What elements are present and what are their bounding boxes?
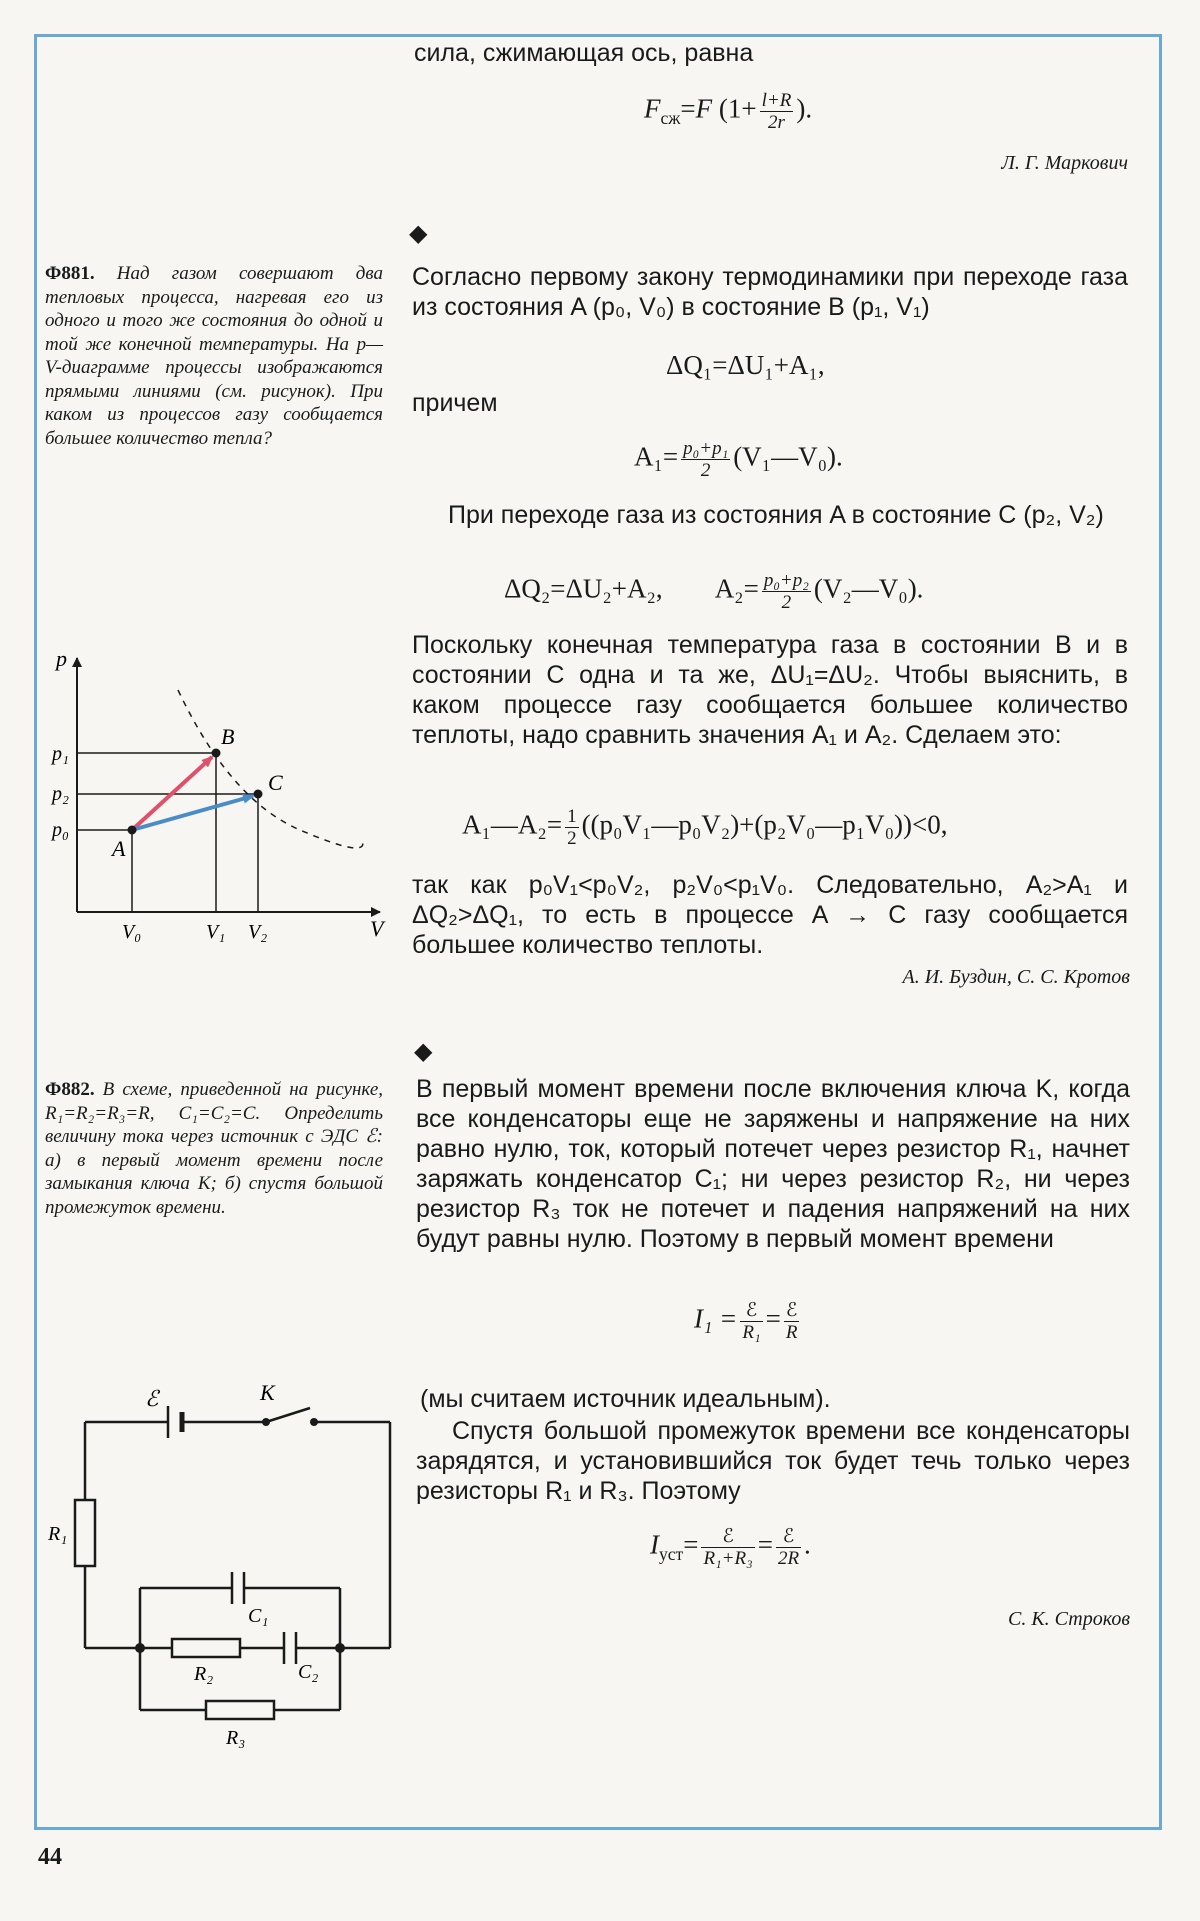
r3-label: R₃ — [226, 1727, 246, 1749]
formula-subscript: сж — [660, 108, 681, 129]
formula-part: A₁—A₂= — [462, 809, 563, 840]
p881-para4: так как p₀V₁<p₀V₂, p₂V₀<p₁V₀. Следовательно, A₂>A₁ и ΔQ₂>ΔQ₁, то есть в процессе A → C газу сообщается большее количество теплоты. — [412, 871, 1128, 959]
point-c — [254, 790, 263, 799]
switch-lever — [266, 1408, 310, 1422]
fraction-num: ℰ — [784, 1300, 800, 1322]
formula-part: A₁= — [634, 441, 679, 472]
formula-part: = — [683, 1529, 699, 1560]
author-strokov: С. К. Строков — [1008, 1608, 1130, 1630]
formula-part: ΔQ₂=ΔU₂+A₂, — [504, 573, 663, 604]
fraction-den: 2 — [781, 592, 792, 613]
point-b-label: B — [221, 724, 235, 749]
fraction-den: R₁+R₃ — [703, 1548, 753, 1569]
fraction — [762, 570, 811, 613]
fraction — [740, 1300, 762, 1343]
fraction — [681, 438, 730, 481]
p-axis-label: p — [56, 646, 67, 671]
problem-label: Ф882. — [45, 1079, 95, 1100]
formula-eq: = — [680, 93, 696, 124]
formula-subscript: уст — [659, 1544, 684, 1565]
p881-para3: Поскольку конечная температура газа в состоянии B и в состоянии C одна и та же, ΔU₁=ΔU₂. Чтобы выяснить, в каком процессе газу сообщается большее количество теплоты, надо сравнить значения A₁ и A₂. Сделаем это: — [412, 631, 1128, 749]
resistor-r1 — [75, 1500, 95, 1566]
p882-para3: Спустя большой промежуток времени все конденсаторы зарядятся, и установившийся ток будет течь только через резисторы R₁ и R₃. Поэтому — [416, 1417, 1130, 1505]
p881-formula1: ΔQ₁=ΔU₁+A₁, — [666, 350, 825, 380]
point-a-label: A — [112, 836, 126, 861]
point-c-label: C — [268, 770, 283, 795]
p881-prichem: причем — [412, 389, 498, 417]
fraction — [776, 1526, 801, 1569]
section-diamond: ◆ — [409, 221, 428, 247]
emf-label: ℰ — [145, 1386, 159, 1411]
formula-part: . — [804, 1529, 811, 1560]
p881-formula3 — [504, 570, 923, 613]
p2-label: p₂ — [52, 783, 69, 805]
switch-contact — [262, 1418, 270, 1426]
v1-label: V₁ — [206, 921, 226, 943]
p0-label: p₀ — [52, 819, 69, 841]
c2-label: C₂ — [298, 1661, 319, 1683]
section-diamond: ◆ — [414, 1039, 433, 1065]
fraction-num: 1 — [567, 806, 577, 827]
problem-text: В схеме, приведенной на рисунке, R₁=R₂=R₃=R, C₁=C₂=C. Определить величину тока через источник с ЭДС ℰ: а) в первый момент времени после замыкания ключа K; б) спустя большой промежуток времени. — [45, 1079, 384, 1218]
junction-node — [135, 1643, 145, 1653]
fraction — [760, 90, 794, 133]
fraction-den: 2r — [768, 112, 785, 133]
fraction — [565, 806, 579, 849]
formula-part: = — [765, 1303, 781, 1334]
fraction-den: R₁ — [742, 1322, 761, 1343]
problem-label: Ф881. — [45, 263, 95, 284]
p882-para1: В первый момент времени после включения ключа K, когда все конденсаторы еще не заряжены и напряжение на них равно нулю, ток, который потечет через резистор R₁, начнет заряжать конденсатор C₁; ни через резистор R₂, ни через резистор R₃ ток не потечет и падения напряжений на них будут равны нулю. Поэтому в первый момент времени — [416, 1075, 1130, 1253]
fraction-num: ℰ — [701, 1526, 754, 1548]
p881-para1: Согласно первому закону термодинамики при переходе газа из состояния A (p₀, V₀) в состояние B (p₁, V₁) — [412, 263, 1128, 321]
fraction-num: p₀+p₁ — [683, 438, 729, 459]
formula-symbol: F — [644, 93, 661, 124]
c1-label: C₁ — [248, 1605, 269, 1627]
p882-formula2 — [650, 1526, 811, 1569]
p882-formula1 — [694, 1300, 802, 1343]
fraction — [701, 1526, 754, 1569]
problem-882-statement — [45, 1078, 383, 1219]
page-number: 44 — [38, 1844, 62, 1870]
fraction-num: ℰ — [740, 1300, 762, 1322]
p882-para2: (мы считаем источник идеальным). — [420, 1385, 831, 1413]
formula-part: I₁ = — [694, 1303, 738, 1334]
problem-881-statement — [45, 262, 383, 450]
p881-para2: При переходе газа из состояния A в состояние C (p₂, V₂) — [448, 501, 1104, 529]
isotherm-curve — [178, 690, 363, 848]
formula-part: (V₁—V₀). — [733, 441, 843, 472]
point-a — [128, 826, 137, 835]
v-axis-label: V — [370, 916, 384, 941]
r1-label: R₁ — [48, 1523, 68, 1545]
formula-paren: (1+ — [718, 93, 757, 124]
r2-label: R₂ — [194, 1663, 214, 1685]
fraction-den: 2 — [567, 828, 577, 849]
formula-part: = — [757, 1529, 773, 1560]
author-buzdin-krotov: А. И. Буздин, С. С. Кротов — [902, 966, 1130, 988]
switch-contact — [310, 1418, 318, 1426]
author-markovich: Л. Г. Маркович — [1001, 152, 1128, 174]
resistor-r3 — [206, 1701, 274, 1719]
formula-symbol: F — [695, 93, 713, 124]
v0-label: V₀ — [122, 921, 142, 943]
formula-paren: ). — [796, 93, 813, 124]
fraction-num: l+R — [761, 90, 792, 111]
pv-diagram — [40, 640, 400, 950]
fraction-num: p₀+p₂ — [763, 570, 809, 591]
p881-formula2 — [634, 438, 843, 481]
fraction-num: ℰ — [776, 1526, 801, 1548]
junction-node — [335, 1643, 345, 1653]
formula-part: I — [650, 1529, 659, 1560]
fraction-den: R — [785, 1322, 798, 1343]
fraction — [784, 1300, 800, 1343]
fraction-den: 2R — [777, 1548, 800, 1569]
switch-k-label: K — [260, 1380, 275, 1405]
top-formula — [644, 90, 812, 133]
problem-text: Над газом совершают два тепловых процесса, нагревая его из одного и того же состояния до одной и той же конечной температуры. На p—V-диаграмме процессы изображаются прямыми линиями (см. рисунок). При каком из процессов газу сообщается большее количество тепла? — [45, 263, 384, 449]
resistor-r2 — [172, 1639, 240, 1657]
p881-formula4 — [462, 806, 948, 849]
formula-part: A₂= — [714, 573, 759, 604]
formula-part: ((p₀V₁—p₀V₂)+(p₂V₀—p₁V₀))<0, — [581, 809, 948, 840]
v2-label: V₂ — [248, 921, 268, 943]
formula-part: (V₂—V₀). — [813, 573, 924, 604]
fraction-den: 2 — [700, 460, 711, 481]
top-intro: сила, сжимающая ось, равна — [414, 39, 754, 67]
circuit-diagram — [40, 1380, 410, 1780]
p1-label: p₁ — [52, 743, 69, 765]
point-b — [212, 749, 221, 758]
